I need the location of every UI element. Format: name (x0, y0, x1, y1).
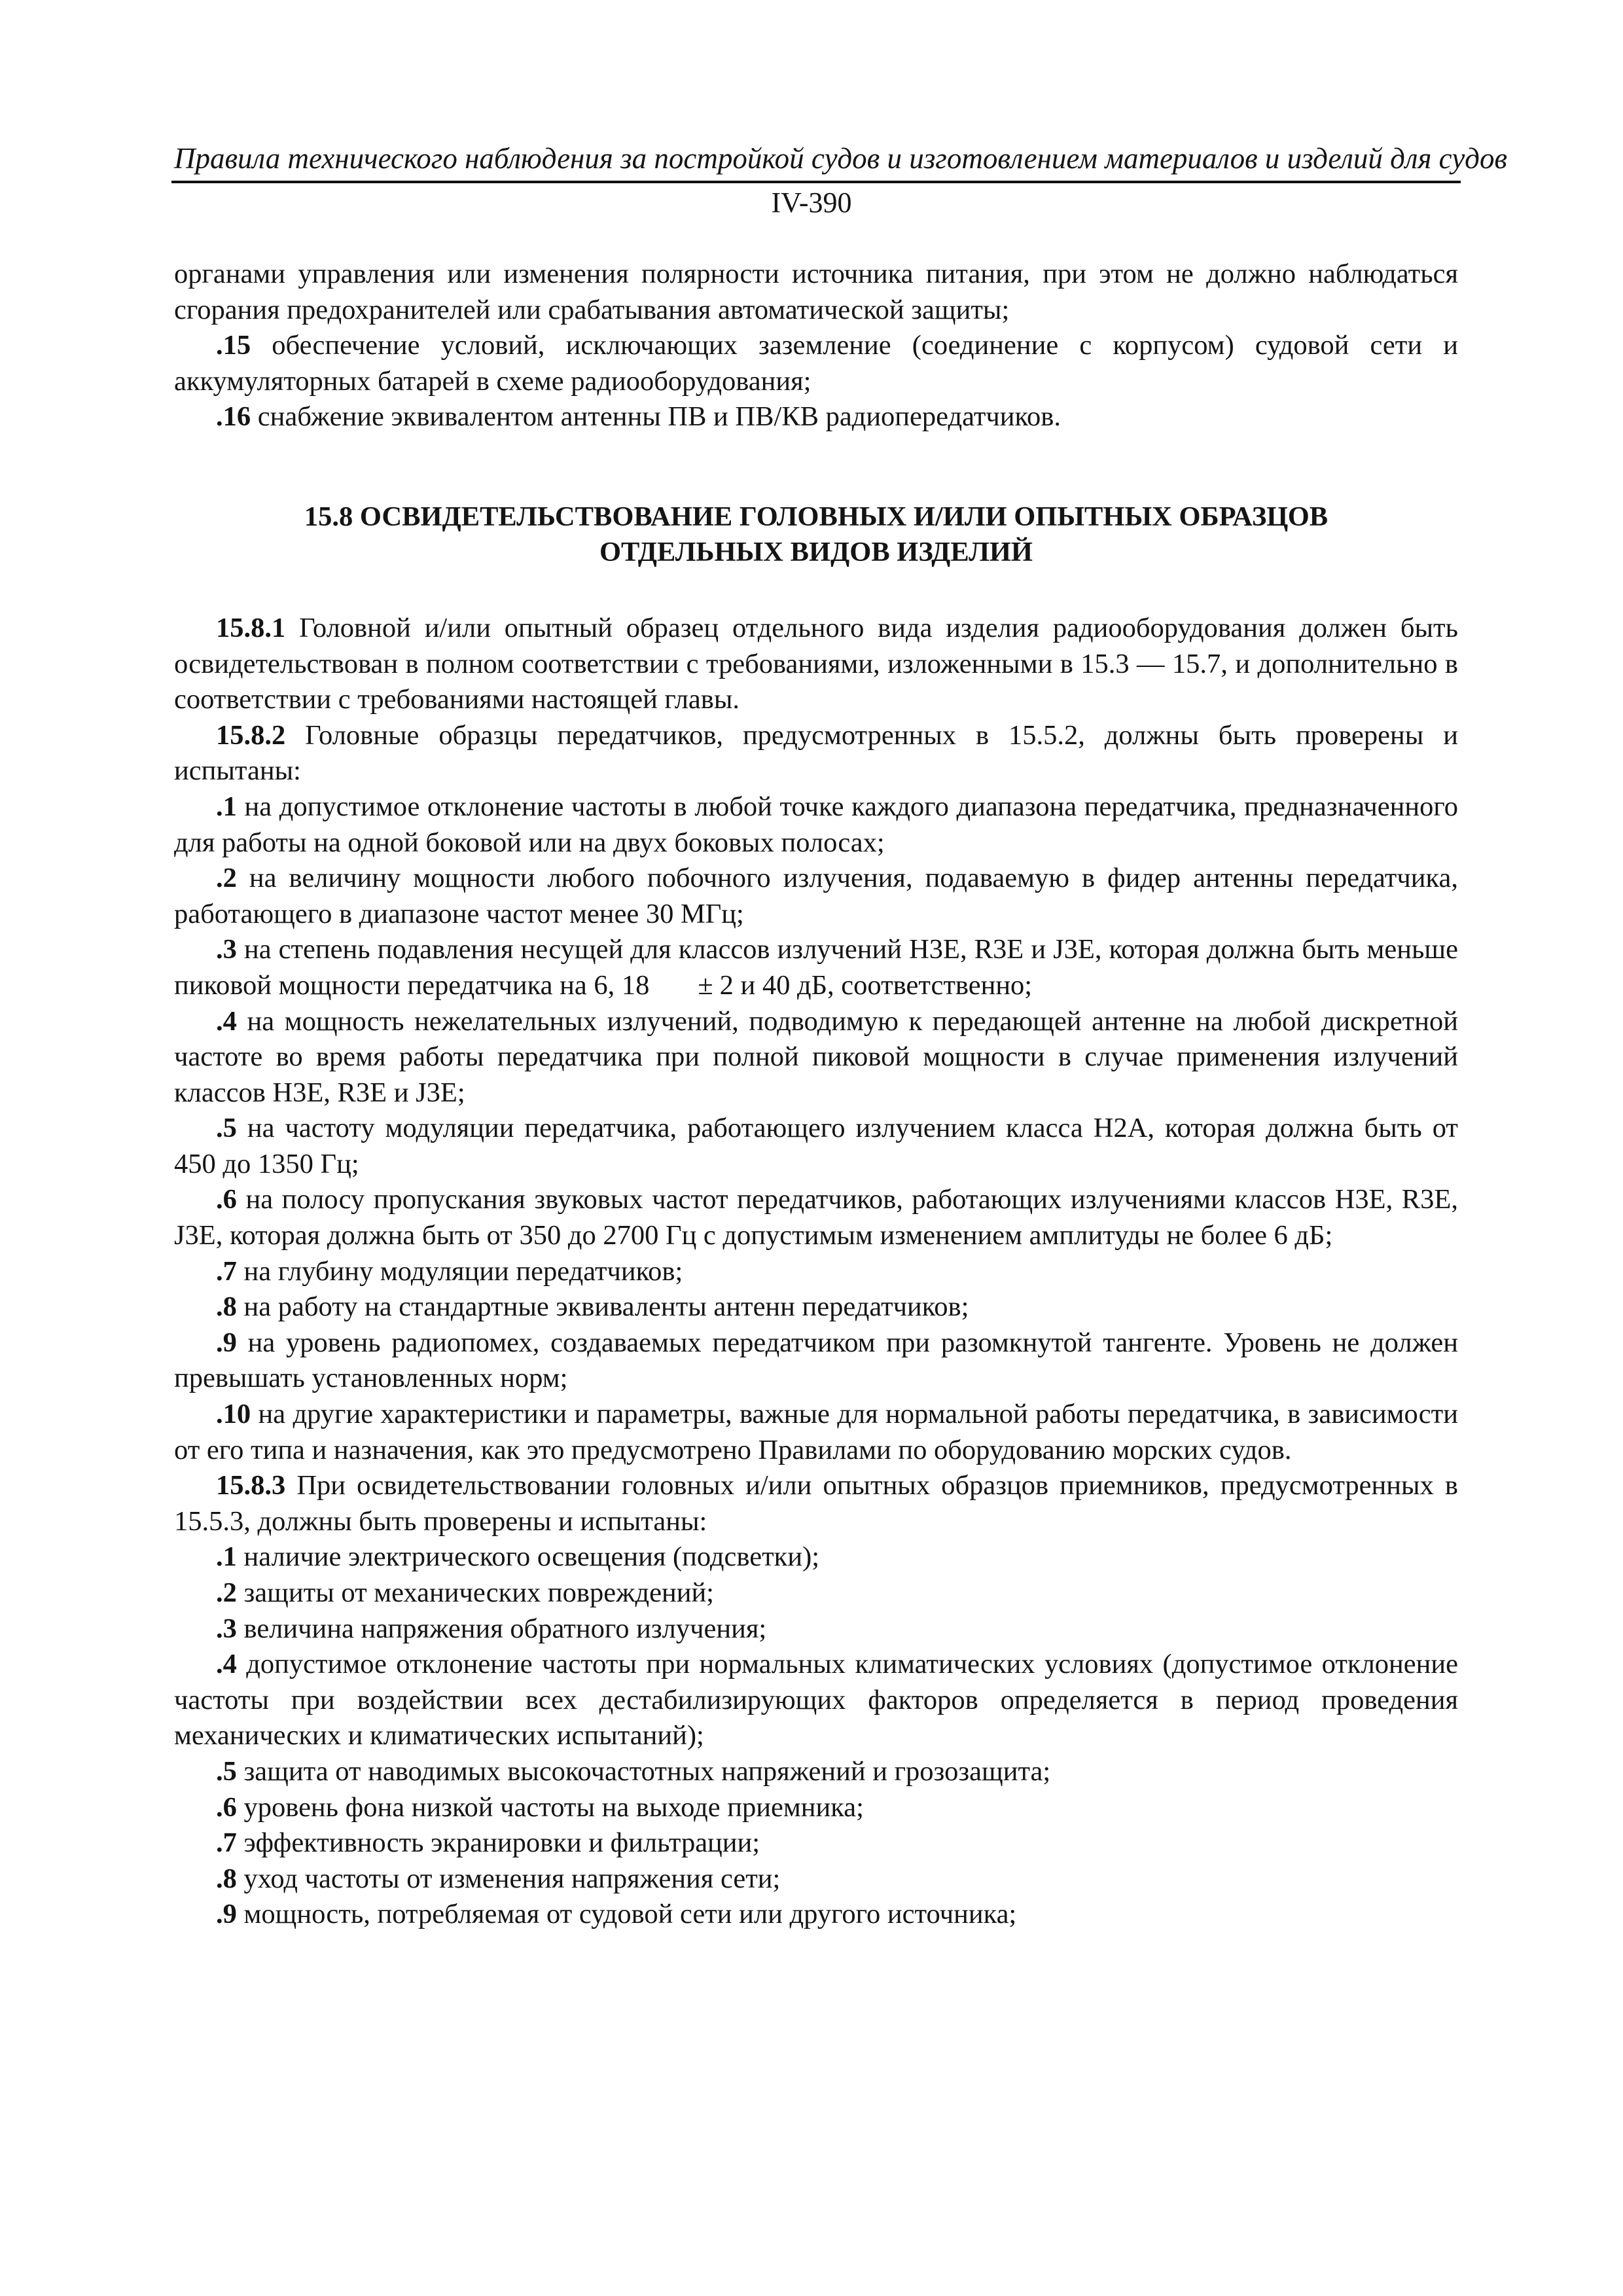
list-item (174, 1647, 1458, 1754)
list-item (174, 1575, 1458, 1611)
section-heading: 15.8 ОСВИДЕТЕЛЬСТВОВАНИЕ ГОЛОВНЫХ И/ИЛИ ОПЫТНЫХ ОБРАЗЦОВ ОТДЕЛЬНЫХ ВИДОВ ИЗДЕЛИЙ (304, 501, 1329, 567)
item-text: на мощность нежелательных излучений, подводимую к передающей антенне на любой дискретной частоте во время работы передатчика при полной пиковой мощности в случае применения излучений классов Н3Е, R3E и J3E; (174, 1005, 1458, 1108)
spacer (174, 435, 1458, 499)
item-text: защиты от механических повреждений; (236, 1577, 714, 1608)
list-item (174, 1861, 1458, 1897)
item-text: на глубину модуляции передатчиков; (236, 1255, 683, 1287)
item-text: мощность, потребляемая от судовой сети или другого источника; (236, 1899, 1017, 1930)
item-text: величина напряжения обратного излучения; (236, 1613, 767, 1644)
item-text: на степень подавления несущей для классов излучений Н3Е, R3E и J3E, которая должна быть меньше пиковой мощности передатчика на 6, 18 (174, 934, 1458, 1001)
item-number: .9 (216, 1327, 237, 1358)
item-text: эффективность экранировки и фильтрации; (236, 1827, 760, 1859)
item-number: .7 (216, 1827, 237, 1859)
list-item (174, 932, 1458, 1003)
item-text: на другие характеристики и параметры, важные для нормальной работы передатчика, в зависимости от его типа и назначения, как это предусмотрено Правилами по оборудованию морских судов. (174, 1399, 1458, 1465)
clause-15-8-3 (174, 1468, 1458, 1539)
clause-number: 15.8.1 (216, 612, 286, 643)
item-number: .8 (216, 1863, 237, 1894)
item-number: .8 (216, 1291, 237, 1323)
item-text: обеспечение условий, исключающих заземление (соединение с корпусом) судовой сети и аккумуляторных батарей в схеме радиооборудования; (174, 330, 1458, 397)
item-text: уход частоты от изменения напряжения сети; (236, 1863, 781, 1894)
header-rule (171, 181, 1461, 183)
clause-text: Головные образцы передатчиков, предусмотренных в 15.5.2, должны быть проверены и испытаны: (174, 719, 1458, 787)
list-item (174, 1397, 1458, 1468)
item-text: на допустимое отклонение частоты в любой точке каждого диапазона передатчика, предназначенного для работы на одной боковой или на двух боковых полосах; (174, 791, 1458, 858)
list-item (174, 861, 1458, 932)
item-number: .4 (216, 1005, 237, 1037)
item-text: допустимое отклонение частоты при нормальных климатических условиях (допустимое отклонение частоты при воздействии всех дестабилизирующих факторов определяется в период проведения механических и климатических испытаний); (174, 1649, 1458, 1751)
item-text: уровень фона низкой частоты на выходе приемника; (236, 1791, 864, 1823)
spacer (174, 570, 1458, 611)
document-body (174, 257, 1458, 1933)
list-item (174, 1790, 1458, 1826)
item-number: .2 (216, 863, 237, 894)
item-text: на величину мощности любого побочного излучения, подаваемую в фидер антенны передатчика, работающего в диапазоне частот менее 30 МГц; (174, 863, 1458, 929)
list-item (174, 1111, 1458, 1182)
clause-number: 15.8.3 (216, 1470, 286, 1501)
list-item (174, 1825, 1458, 1861)
item-number: .1 (216, 791, 237, 822)
item-number: .3 (216, 1613, 237, 1644)
list-item (174, 1897, 1458, 1933)
item-number: .7 (216, 1255, 237, 1287)
item-text: на частоту модуляции передатчика, работающего излучением класса Н2А, которая должна быть от 450 до 1350 Гц; (174, 1113, 1458, 1179)
clause-15-8-1 (174, 611, 1458, 718)
list-item (174, 1182, 1458, 1253)
list-item (174, 1754, 1458, 1790)
list-item (174, 1254, 1458, 1290)
item-text: снабжение эквивалентом антенны ПВ и ПВ/КВ радиопередатчиков. (251, 401, 1061, 433)
plus-minus-sign: ± (698, 969, 713, 1001)
item-number: .3 (216, 934, 237, 965)
list-item (174, 1325, 1458, 1397)
item-text: наличие электрического освещения (подсветки); (236, 1541, 820, 1573)
clause-text: При освидетельствовании головных и/или опытных образцов приемников, предусмотренных в 15.5.3, должны быть проверены и испытаны: (174, 1470, 1458, 1537)
item-number: .5 (216, 1755, 237, 1787)
item-number: .6 (216, 1184, 237, 1215)
item-number: .9 (216, 1899, 237, 1930)
paragraph-item-15 (174, 328, 1458, 399)
item-text: на полосу пропускания звуковых частот передатчиков, работающих излучениями классов Н3Е, R3E, J3E, которая должна быть от 350 до 2700 Гц с допустимым изменением амплитуды не более 6 дБ; (174, 1184, 1458, 1251)
item-text: на уровень радиопомех, создаваемых передатчиком при разомкнутой тангенте. Уровень не должен превышать установленных норм; (174, 1327, 1458, 1394)
clause-text: Головной и/или опытный образец отдельного вида изделия радиооборудования должен быть освидетельствован в полном соответствии с требованиями, изложенными в 15.3 — 15.7, и дополнительно в соответствии с требованиями настоящей главы. (174, 612, 1458, 715)
running-header: Правила технического наблюдения за постройкой судов и изготовлением материалов и изделий для судов (174, 142, 1507, 175)
page-number: IV-390 (771, 187, 852, 219)
clause-15-8-2 (174, 718, 1458, 789)
paragraph-continued: органами управления или изменения полярности источника питания, при этом не должно наблюдаться сгорания предохранителей или срабатывания автоматической защиты; (174, 259, 1458, 325)
item-number: .2 (216, 1577, 237, 1608)
item-text: на работу на стандартные эквиваленты антенн передатчиков; (236, 1291, 969, 1323)
list-item (174, 1539, 1458, 1575)
item-number: .6 (216, 1791, 237, 1823)
list-item (174, 1611, 1458, 1647)
item-number: .4 (216, 1649, 237, 1680)
item-number: .5 (216, 1113, 237, 1144)
list-item (174, 789, 1458, 861)
paragraph-item-16 (174, 399, 1458, 435)
item-number: .1 (216, 1541, 237, 1573)
list-item (174, 1289, 1458, 1325)
list-item (174, 1004, 1458, 1111)
item-number: .15 (216, 330, 251, 361)
item-number: .10 (216, 1399, 251, 1430)
item-text: 2 и 40 дБ, соответственно; (719, 969, 1033, 1001)
item-text: защита от наводимых высокочастотных напряжений и грозозащита; (236, 1755, 1051, 1787)
item-number: .16 (216, 401, 251, 433)
clause-number: 15.8.2 (216, 719, 286, 751)
